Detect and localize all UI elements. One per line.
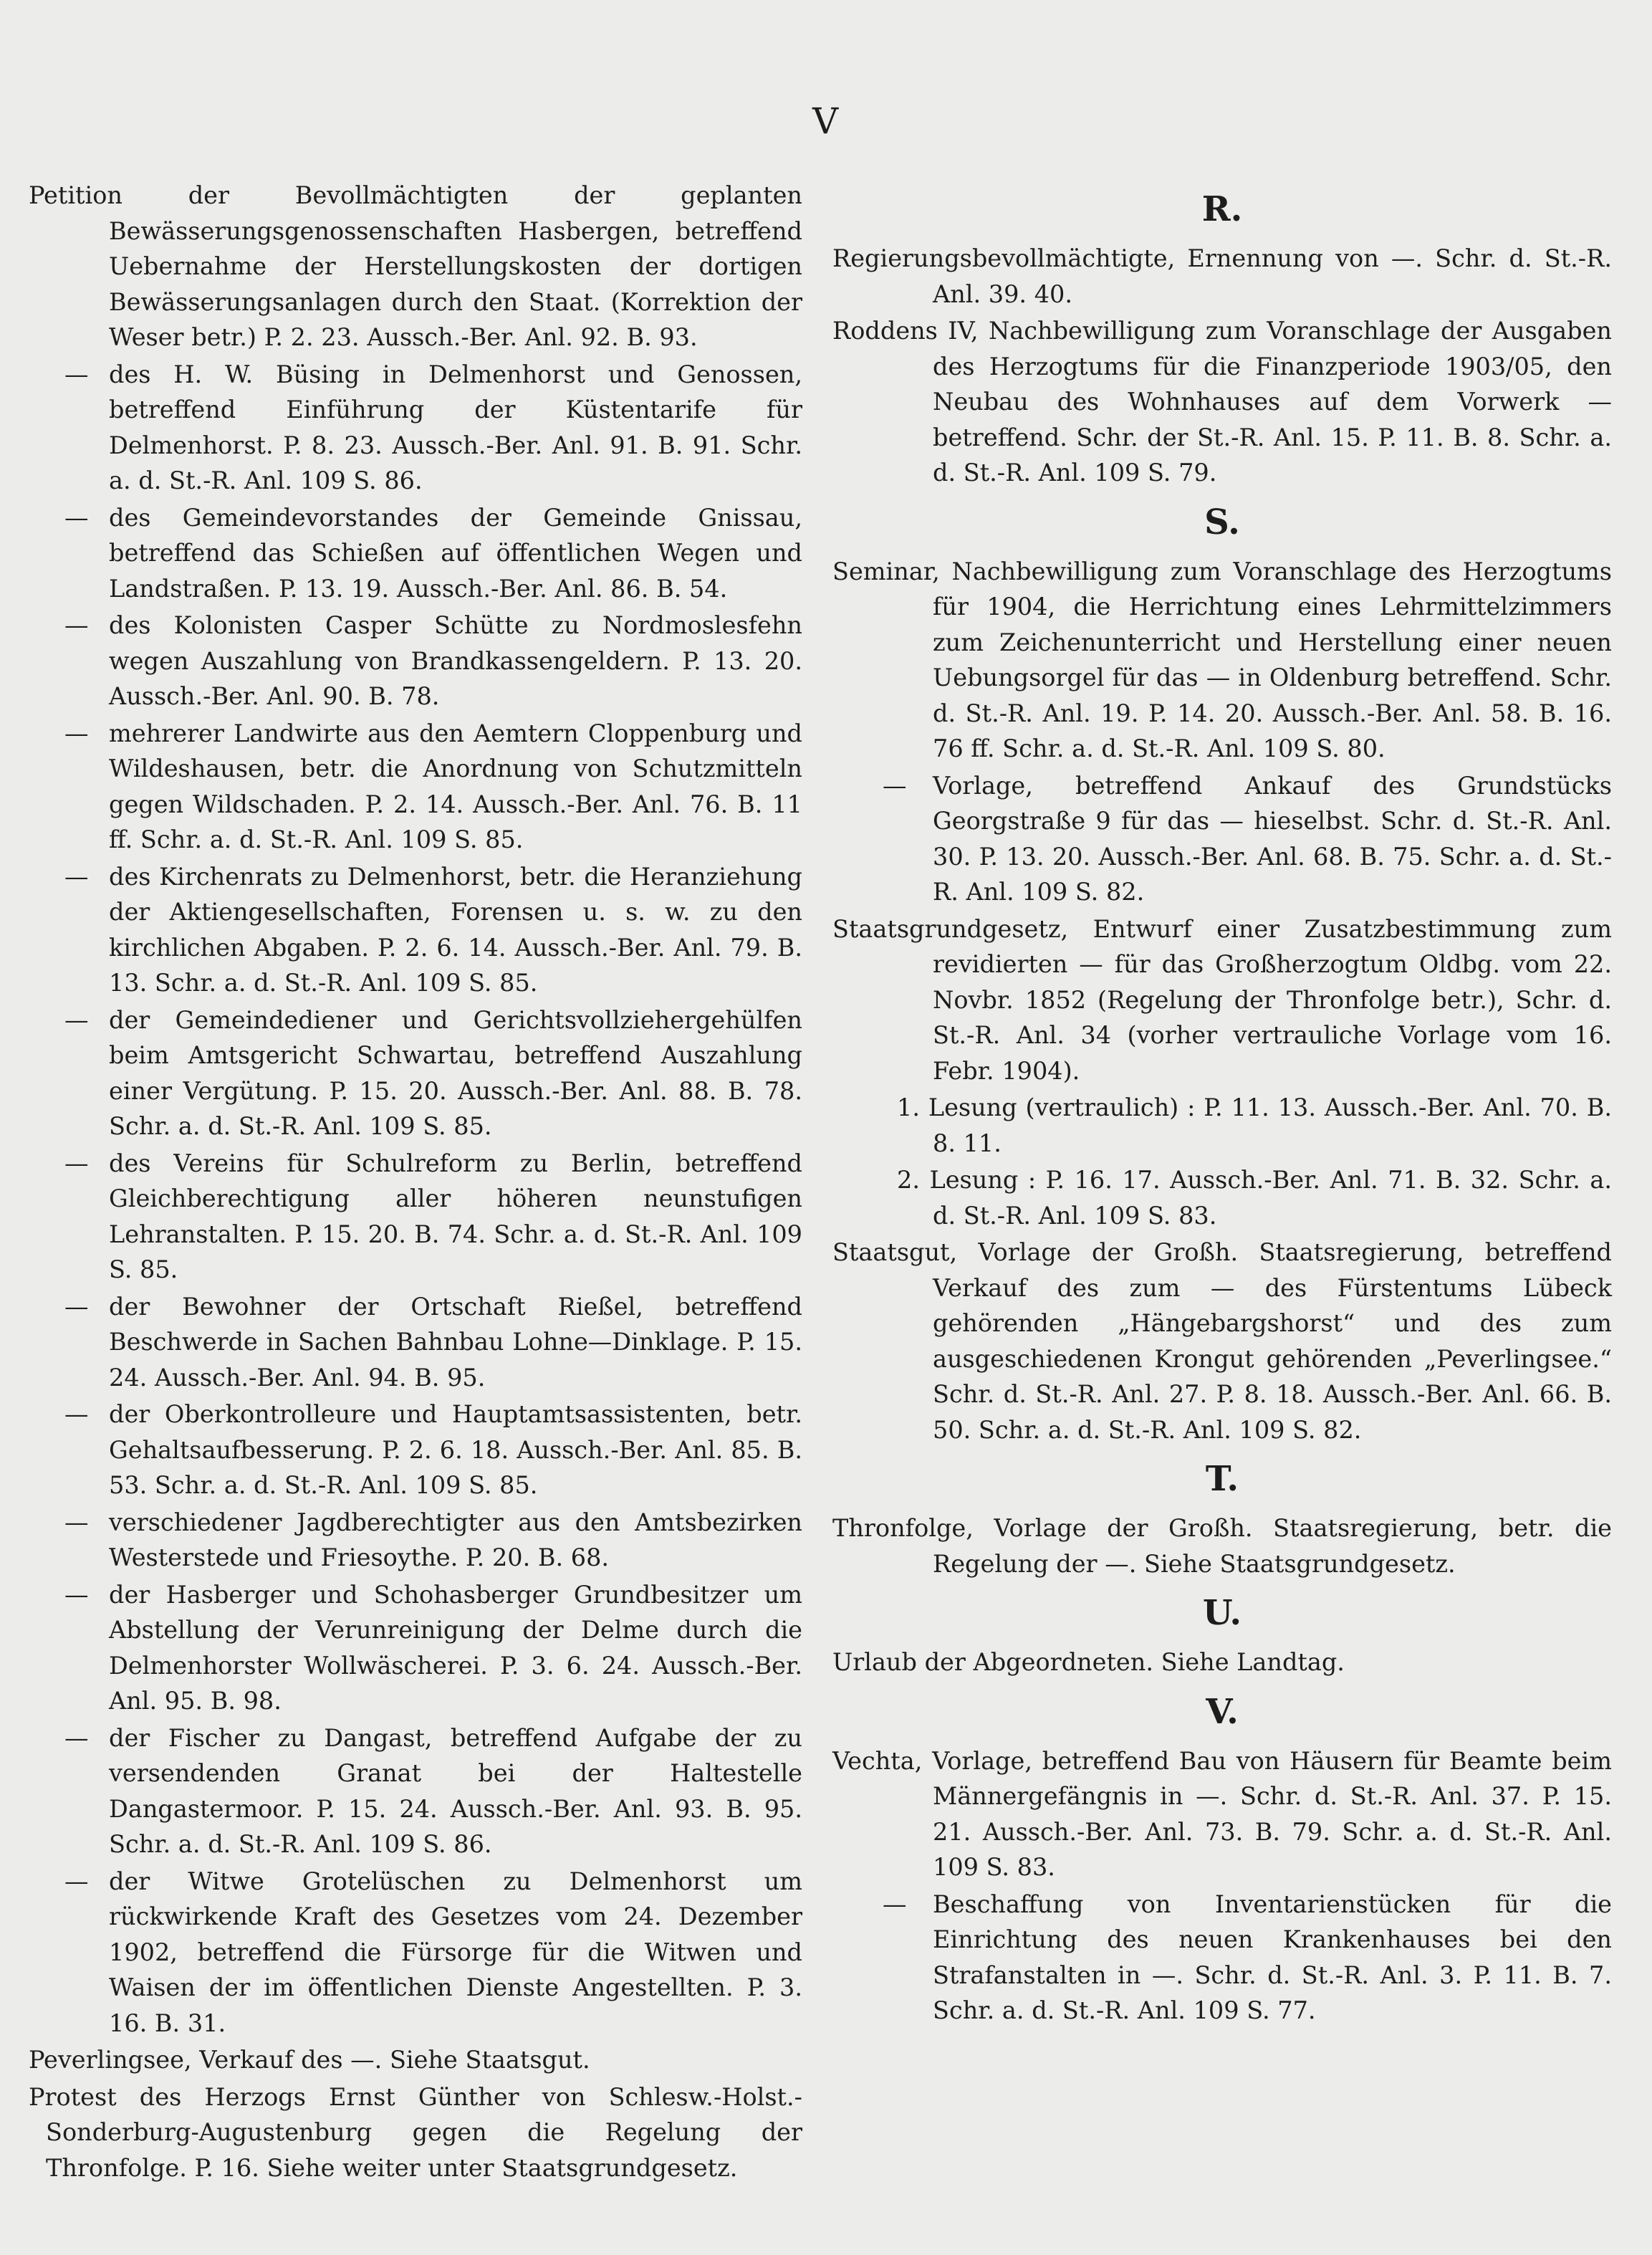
continuation-dash: — xyxy=(883,771,907,800)
continuation-dash: — xyxy=(883,1890,907,1918)
continuation-dash: — xyxy=(64,1508,89,1536)
index-entry: Petition der Bevollmächtigten der geplanten Bewässerungsgenossenschaften Hasbergen, betreffend Uebernahme der Herstellungskosten der dortigen Bewässerungsanlagen durch den Staat. (Korrektion der Weser betr.) P. 2. 23. Aussch.-Ber. Anl. 92. B. 93. xyxy=(29,181,802,351)
section-letter-u: U. xyxy=(1202,1593,1242,1633)
index-entry: Staatsgrundgesetz, Entwurf einer Zusatzbestimmung zum revidierten — für das Großherzogtum Oldbg. vom 22. Novbr. 1852 (Regelung der Thronfolge betr.), Schr. d. St.-R. Anl. 34 (vorher vertrauliche Vorlage vom 16. Febr. 1904). xyxy=(832,914,1612,1085)
index-subentry: — der Hasberger und Schohasberger Grundbesitzer um Abstellung der Verunreinigung der Delme durch die Delmenhorster Wollwäscherei. P. 3. 6. 24. Aussch.-Ber. Anl. 95. B. 98. xyxy=(29,1577,802,1719)
continuation-dash: — xyxy=(64,1867,89,1895)
index-subentry: — des H. W. Büsing in Delmenhorst und Genossen, betreffend Einführung der Küstentarife für Delmenhorst. P. 8. 23. Aussch.-Ber. Anl. 91. B. 91. Schr. a. d. St.-R. Anl. 109 S. 86. xyxy=(29,357,802,499)
section-letter-s: S. xyxy=(1204,502,1240,542)
index-step: 2. Lesung : P. 16. 17. Aussch.-Ber. Anl. 71. B. 32. Schr. a. d. St.-R. Anl. 109 S. 83. xyxy=(897,1166,1612,1230)
index-subentry: — Beschaffung von Inventarienstücken für die Einrichtung des neuen Krankenhauses bei den Strafanstalten in —. Schr. d. St.-R. Anl. 3. P. 11. B. 7. Schr. a. d. St.-R. Anl. 109 S. 77. xyxy=(832,1887,1612,2029)
index-entry: Vechta, Vorlage, betreffend Bau von Häusern für Beamte beim Männergefängnis in —. Schr. d. St.-R. Anl. 37. P. 15. 21. Aussch.-Ber. Anl. 73. B. 79. Schr. a. d. St.-R. Anl. 109 S. 83. xyxy=(832,1746,1612,1881)
index-entry: Staatsgut, Vorlage der Großh. Staatsregierung, betreffend Verkauf des zum — des Fürstentums Lübeck gehörenden „Hängebargshorst“ und des zum ausgeschiedenen Krongut gehörenden „Peverlingsee.“ Schr. d. St.-R. Anl. 27. P. 8. 18. Aussch.-Ber. Anl. 66. B. 50. Schr. a. d. St.-R. Anl. 109 S. 82. xyxy=(832,1238,1612,1444)
index-entry: Urlaub der Abgeordneten. Siehe Landtag. xyxy=(832,1648,1345,1676)
index-entry: Seminar, Nachbewilligung zum Voranschlage des Herzogtums für 1904, die Herrichtung eines Lehrmittelzimmers zum Zeichenunterricht und Herstellung einer neuen Uebungsorgel für das — in Oldenburg betreffend. Schr. d. St.-R. Anl. 19. P. 14. 20. Aussch.-Ber. Anl. 58. B. 16. 76 ff. Schr. a. d. St.-R. Anl. 109 S. 80. xyxy=(832,557,1612,762)
index-subentry: — des Vereins für Schulreform zu Berlin, betreffend Gleichberechtigung aller höheren neunstufigen Lehranstalten. P. 15. 20. B. 74. Schr. a. d. St.-R. Anl. 109 S. 85. xyxy=(29,1146,802,1288)
continuation-dash: — xyxy=(64,611,89,639)
index-subentry: — der Fischer zu Dangast, betreffend Aufgabe der zu versendenden Granat bei der Haltestelle Dangastermoor. P. 15. 24. Aussch.-Ber. Anl. 93. B. 95. Schr. a. d. St.-R. Anl. 109 S. 86. xyxy=(29,1720,802,1862)
continuation-dash: — xyxy=(64,1292,89,1321)
index-subentry: — des Gemeindevorstandes der Gemeinde Gnissau, betreffend das Schießen auf öffentlichen Wegen und Landstraßen. P. 13. 19. Aussch.-Ber. Anl. 86. B. 54. xyxy=(29,500,802,607)
continuation-dash: — xyxy=(64,719,89,747)
section-letter-t: T. xyxy=(1205,1459,1239,1499)
index-entry: Thronfolge, Vorlage der Großh. Staatsregierung, betr. die Regelung der —. Siehe Staatsgrundgesetz. xyxy=(832,1514,1612,1578)
continuation-dash: — xyxy=(64,1723,89,1752)
index-entry: Regierungsbevollmächtigte, Ernennung von —. Schr. d. St.-R. Anl. 39. 40. xyxy=(832,244,1612,308)
index-step: 1. Lesung (vertraulich) : P. 11. 13. Aussch.-Ber. Anl. 70. B. 8. 11. xyxy=(897,1093,1612,1157)
index-subentry: — verschiedener Jagdberechtigter aus den Amtsbezirken Westerstede und Friesoythe. P. 20. B. 68. xyxy=(29,1505,802,1576)
section-letter-r: R. xyxy=(1201,189,1243,229)
left-column xyxy=(29,178,802,2187)
index-subentry: — des Kirchenrats zu Delmenhorst, betr. die Heranziehung der Aktiengesellschaften, Forensen u. s. w. zu den kirchlichen Abgaben. P. 2. 6. 14. Aussch.-Ber. Anl. 79. B. 13. Schr. a. d. St.-R. Anl. 109 S. 85. xyxy=(29,859,802,1001)
continuation-dash: — xyxy=(64,1005,89,1034)
continuation-dash: — xyxy=(64,862,89,891)
index-cross-reference: Peverlingsee, Verkauf des —. Siehe Staatsgut. xyxy=(29,2046,590,2074)
index-subentry: — mehrerer Landwirte aus den Aemtern Cloppenburg und Wildeshausen, betr. die Anordnung von Schutzmitteln gegen Wildschaden. P. 2. 14. Aussch.-Ber. Anl. 76. B. 11 ff. Schr. a. d. St.-R. Anl. 109 S. 85. xyxy=(29,716,802,858)
index-subentry: — des Kolonisten Casper Schütte zu Nordmoslesfehn wegen Auszahlung von Brandkassengeldern. P. 13. 20. Aussch.-Ber. Anl. 90. B. 78. xyxy=(29,608,802,714)
index-subentry: — der Oberkontrolleure und Hauptamtsassistenten, betr. Gehaltsaufbesserung. P. 2. 6. 18. Aussch.-Ber. Anl. 85. B. 53. Schr. a. d. St.-R. Anl. 109 S. 85. xyxy=(29,1397,802,1503)
continuation-dash: — xyxy=(64,503,89,532)
section-letter-v: V. xyxy=(1206,1691,1239,1732)
index-subentry: — Vorlage, betreffend Ankauf des Grundstücks Georgstraße 9 für das — hieselbst. Schr. d. St.-R. Anl. 30. P. 13. 20. Aussch.-Ber. Anl. 68. B. 75. Schr. a. d. St.-R. Anl. 109 S. 82. xyxy=(832,768,1612,910)
continuation-dash: — xyxy=(64,1580,89,1609)
index-cross-reference: Protest des Herzogs Ernst Günther von Schlesw.-Holst.-Sonderburg-Augustenburg gegen die Regelung der Thronfolge. P. 16. Siehe weiter unter Staatsgrundgesetz. xyxy=(29,2082,802,2182)
index-entry: Roddens IV, Nachbewilligung zum Voranschlage der Ausgaben des Herzogtums für die Finanzperiode 1903/05, den Neubau des Wohnhauses auf dem Vorwerk — betreffend. Schr. der St.-R. Anl. 15. P. 11. B. 8. Schr. a. d. St.-R. Anl. 109 S. 79. xyxy=(832,317,1612,487)
continuation-dash: — xyxy=(64,1400,89,1428)
continuation-dash: — xyxy=(64,1149,89,1177)
index-subentry: — der Gemeindediener und Gerichtsvollziehergehülfen beim Amtsgericht Schwartau, betreffend Auszahlung einer Vergütung. P. 15. 20. Aussch.-Ber. Anl. 88. B. 78. Schr. a. d. St.-R. Anl. 109 S. 85. xyxy=(29,1002,802,1144)
index-subentry: — der Bewohner der Ortschaft Rießel, betreffend Beschwerde in Sachen Bahnbau Lohne—Dinklage. P. 15. 24. Aussch.-Ber. Anl. 94. B. 95. xyxy=(29,1289,802,1396)
continuation-dash: — xyxy=(64,360,89,388)
right-column xyxy=(832,178,1612,2030)
index-subentry: — der Witwe Grotelüschen zu Delmenhorst um rückwirkende Kraft des Gesetzes vom 24. Dezember 1902, betreffend die Fürsorge für die Witwen und Waisen der im öffentlichen Dienste Angestellten. P. 3. 16. B. 31. xyxy=(29,1864,802,2041)
page-number: V xyxy=(812,100,840,142)
